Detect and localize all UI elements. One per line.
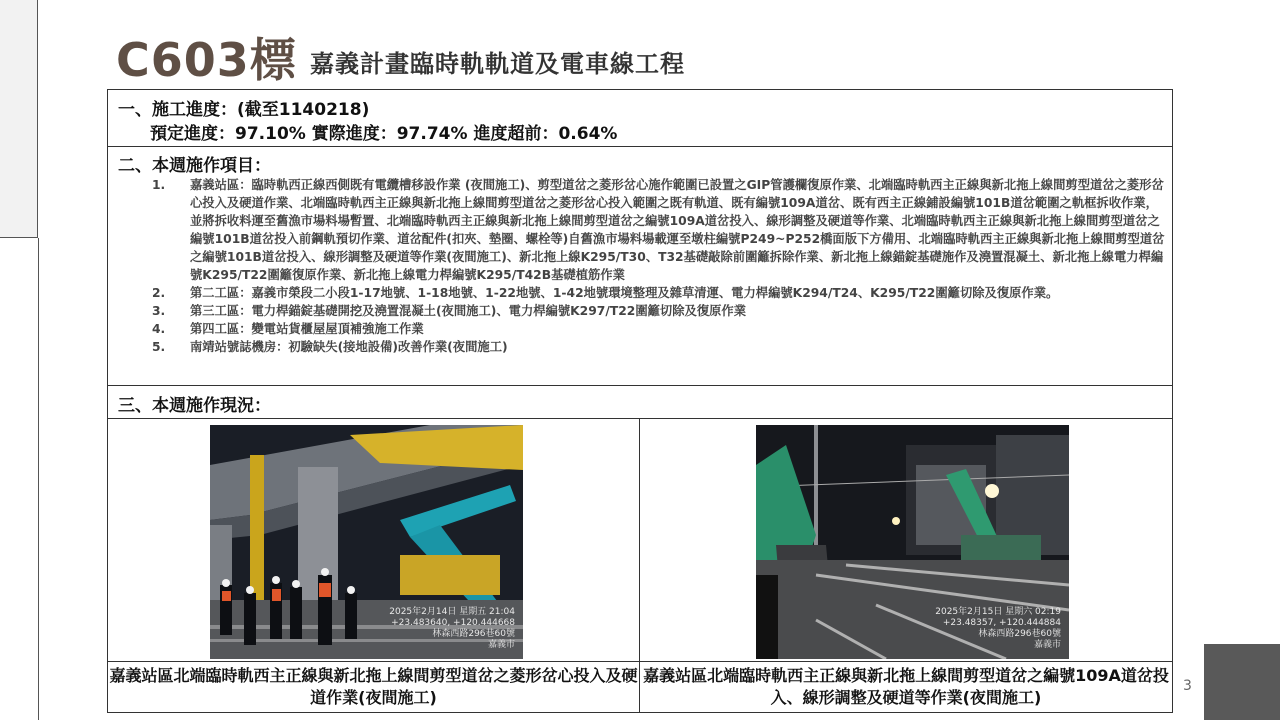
page-number: 3 [1183,678,1192,694]
status-photos-section [107,419,1173,713]
weekly-items-section [107,147,1173,386]
list-item [152,176,1166,284]
photo-cell-right [640,419,1172,661]
status-heading-row [107,386,1173,419]
item-text: 嘉義站區：臨時軌西正線西側既有電纜槽移設作業 (夜間施工)、剪型道岔之菱形岔心施作範圍已設置之GIP管護欄復原作業、北端臨時軌西主正線與新北拖上線間剪型道岔之菱形岔心投入及硬道作業、北端臨時軌西主正線與新北拖上線間剪型道岔之菱形岔心投入範圍之既有軌道、既有編號109A道岔、既有西主正線鋪設編號101B道岔範圍之軌框拆收作業，並將拆收料運至舊漁市場料場暫置、北端臨時軌西主正線與新北拖上線間剪型道岔之編號109A道岔投入、線形調整及硬道等作業、北端臨時軌西主正線與新北拖上線間剪型道岔之編號101B道岔投入前鋼軌預切作業、道岔配件(扣夾、墊圈、螺栓等)自舊漁市場料場載運至墩柱編號P249~P252橋面版下方備用、北端臨時軌西主正線與新北拖上線間剪型道岔之編號101B道岔投入、線形調整及硬道等作業(夜間施工)、新北拖上線K295/T30、T32基礎敲除前圍籬拆除作業、新北拖上線錨錠基礎施作及澆置混凝土、新北拖上線電力桿編號K295/T22圍籬復原作業、新北拖上線電力桿編號K295/T42B基礎植筋作業 [190,178,1165,282]
stamp-line: 嘉義市 [1033,640,1061,650]
weekly-items-heading: 二、本週施作項目： [118,156,271,176]
construction-photo-right [756,425,1069,659]
stamp-line: 林森西路296巷60號 [978,629,1061,639]
item-text: 南靖站號誌機房：初驗缺失(接地設備)改善作業(夜間施工) [190,340,508,354]
progress-section [107,89,1173,147]
caption-row [108,661,1172,712]
left-margin-rule [38,238,39,720]
weekly-items-list [152,176,1166,356]
item-number: 4. [152,322,166,336]
stamp-line: 嘉義市 [487,640,515,650]
stamp-line: 2025年2月14日 星期五 21:04 [389,607,515,617]
list-item [152,284,1166,302]
photo-timestamp-left [389,607,515,651]
slide-code: C603標 [116,33,297,87]
stamp-line: 林森西路296巷60號 [432,629,515,639]
stamp-line: +23.483640, +120.444668 [391,618,515,628]
progress-heading: 一、施工進度：(截至1140218) [118,100,370,120]
construction-photo-left [210,425,523,659]
item-text: 第三工區：電力桿錨錠基礎開挖及澆置混凝土(夜間施工)、電力桿編號K297/T22圍籬切除及復原作業 [190,304,747,318]
item-number: 1. [152,178,166,192]
progress-values: 預定進度：97.10% 實際進度：97.74% 進度超前：0.64% [150,124,618,144]
slide-title: 嘉義計畫臨時軌軌道及電車線工程 [310,50,685,78]
stamp-line: 2025年2月15日 星期六 02:19 [935,607,1061,617]
item-number: 5. [152,340,166,354]
item-number: 2. [152,286,166,300]
item-text: 第二工區：嘉義市榮段二小段1-17地號、1-18地號、1-22地號、1-42地號環境整理及雜草清運、電力桿編號K294/T24、K295/T22圍籬切除及復原作業。 [190,286,1059,300]
list-item [152,320,1166,338]
corner-block [1204,644,1280,720]
photo-caption-right: 嘉義站區北端臨時軌西主正線與新北拖上線間剪型道岔之編號109A道岔投入、線形調整及硬道等作業(夜間施工) [643,666,1169,707]
list-item [152,338,1166,356]
photo-timestamp-right [935,607,1061,651]
photo-caption-left: 嘉義站區北端臨時軌西主正線與新北拖上線間剪型道岔之菱形岔心投入及硬道作業(夜間施工) [108,662,640,712]
left-side-tab [0,0,38,238]
list-item [152,302,1166,320]
status-heading: 三、本週施作現況： [118,396,271,416]
item-text: 第四工區：變電站貨櫃屋屋頂補強施工作業 [190,322,424,336]
photo-cell-left [108,419,640,661]
stamp-line: +23.48357, +120.444884 [942,618,1061,628]
item-number: 3. [152,304,166,318]
